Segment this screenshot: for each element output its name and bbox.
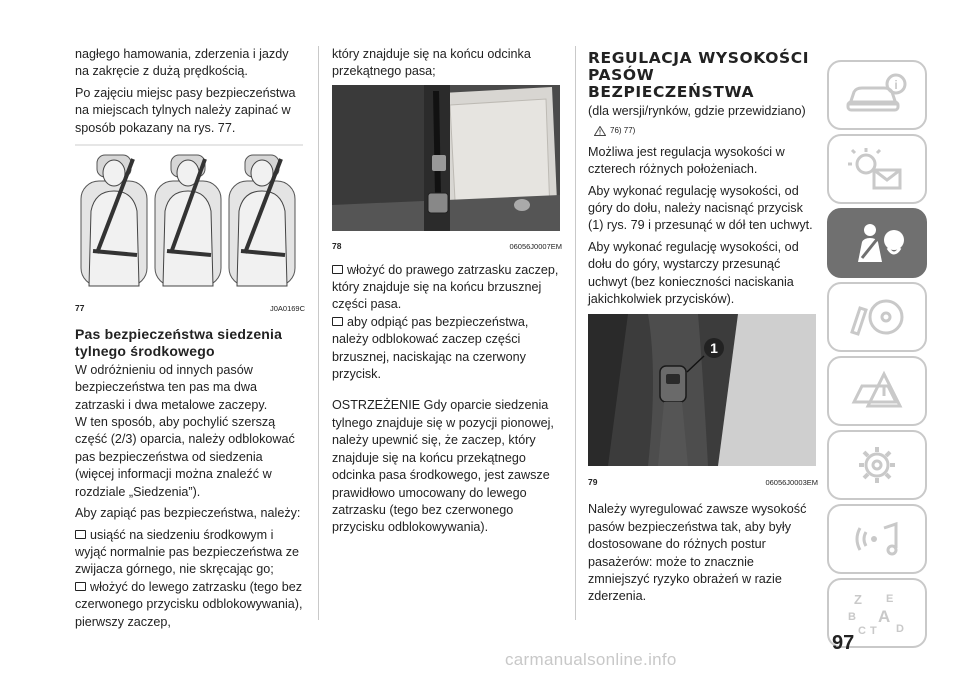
column-divider [575,46,576,620]
warning-text: OSTRZEŻENIE Gdy oparcie siedzenia tylnego znajduje się w pozycji pionowej, należy upewnić się, że zaczep, który znajduje się na końcu przekątnego odcinka pasa środkowego, jest zawsze prawidłowo umocowany do lewego zatrzasku (tego bez czerwonego przycisku odblokowywania). [332,398,554,535]
figure-number: 79 [588,476,598,487]
paragraph: Aby wykonać regulację wysokości, od dołu do góry, wystarczy przesunąć uchwyt (bez konieczności naciskania jakichkolwiek przycisków). [588,239,799,307]
footer-watermark: carmanualsonline.info [505,650,677,669]
warning-lights-icon [844,144,910,194]
paragraph: Aby wykonać regulację wysokości, od góry do dołu, należy nacisnąć przycisk (1) rys. 79 i przesunąć w dół ten uchwyt. [588,183,813,233]
paragraph: W odróżnieniu od innych pasów bezpieczeństwa ten pas ma dwa zatrzaski i dwa metalowe zaczepy. [75,362,268,412]
figure-code: 06056J0003EM [765,477,818,487]
tab-warning-lights[interactable] [827,134,927,204]
svg-text:C: C [858,625,866,637]
figure-78 [332,85,562,256]
svg-text:Z: Z [854,592,862,607]
figure-code: J0A0169C [269,304,305,314]
svg-text:A: A [878,607,891,626]
tab-safety[interactable] [827,208,927,278]
multimedia-icon [844,514,910,564]
emergency-icon [844,366,910,416]
subheading: Pas bezpieczeństwa siedzenia tylnego środkowego [75,325,283,359]
rear-seat-buckle-photo [332,85,560,231]
bullet-box-icon [75,530,86,539]
bullet-box-icon [75,582,86,591]
bullet-item: włożyć do prawego zatrzasku zaczep, który znajduje się na końcu brzusznej części pasa. [332,262,559,312]
figure-caption [332,238,562,255]
paragraph: który znajduje się na końcu odcinka przekątnego pasa; [332,47,531,79]
tab-multimedia[interactable] [827,504,927,574]
column-3 [588,46,818,610]
bullet-item: usiąść na siedzeniu środkowym i wyjąć normalnie pas bezpieczeństwa ze zwijacza górnego, nie skręcając go; [75,527,300,577]
safety-airbag-icon [844,218,910,268]
tab-maintenance[interactable] [827,430,927,500]
paragraph: Możliwa jest regulacja wysokości w czterech różnych położeniach. [588,144,785,177]
maintenance-icon [844,440,910,490]
tab-car-info[interactable] [827,60,927,130]
column-2 [332,46,562,541]
bullet-item: aby odpiąć pas bezpieczeństwa, należy odblokować zaczep części brzusznej, naciskając na czerwony przycisk. [332,314,529,382]
car-info-icon [844,70,910,120]
paragraph: Po zajęciu miejsc pasy bezpieczeństwa na miejscach tylnych należy zapinać w sposób pokazany na rys. 77. [75,85,296,135]
tab-starting-driving[interactable] [827,282,927,352]
callout-number: 1 [710,340,718,357]
page-number: 97 [832,632,855,654]
bullet-item: włożyć do lewego zatrzasku (tego bez czerwonego przycisku odblokowywania), pierwszy zaczep, [75,579,303,629]
starting-driving-icon [844,292,910,342]
figure-caption [75,300,305,317]
bullet-box-icon [332,317,343,326]
section-heading: REGULACJA WYSOKOŚCI PASÓW BEZPIECZEŃSTWA [588,49,810,101]
svg-text:T: T [870,625,877,637]
bullet-box-icon [332,265,343,274]
rear-seat-belts-illustration [75,141,303,293]
tab-emergency[interactable] [827,356,927,426]
warning-refs-text: 76) 77) [610,126,636,136]
chapter-sidebar [827,60,927,652]
column-divider [318,46,319,620]
svg-text:i: i [894,78,898,92]
figure-number: 77 [75,303,85,314]
paragraph: nagłego hamowania, zderzenia i jazdy na zakręcie z dużą prędkością. [75,47,289,79]
warning-triangle-icon [594,126,606,136]
paragraph: W ten sposób, aby pochylić szerszą część (2/3) oparcia, należy odblokować pas bezpieczeństwa od siedzenia (więcej informacji można znaleźć w rozdziale „Siedzenia”). [75,415,295,499]
paragraph: Aby zapiąć pas bezpieczeństwa, należy: [75,506,301,521]
figure-77 [75,141,305,318]
figure-number: 78 [332,241,342,252]
figure-caption [588,474,818,491]
paragraph: Należy wyregulować zawsze wysokość pasów bezpieczeństwa tak, aby były dostosowane do różnych postur pasażerów: może to znacznie zmniejszyć ryzyko obrażeń w razie zderzenia. [588,502,807,604]
belt-height-adjuster-photo [588,314,816,466]
svg-text:E: E [886,593,894,605]
figure-code: 06056J0007EM [509,242,562,252]
warning-references [594,122,818,139]
column-1 [75,46,305,631]
svg-text:D: D [896,623,904,635]
figure-79 [588,314,818,491]
paragraph: (dla wersji/rynków, gdzie przewidziano) [588,104,806,118]
svg-text:B: B [848,611,856,623]
index-icon [844,588,910,638]
